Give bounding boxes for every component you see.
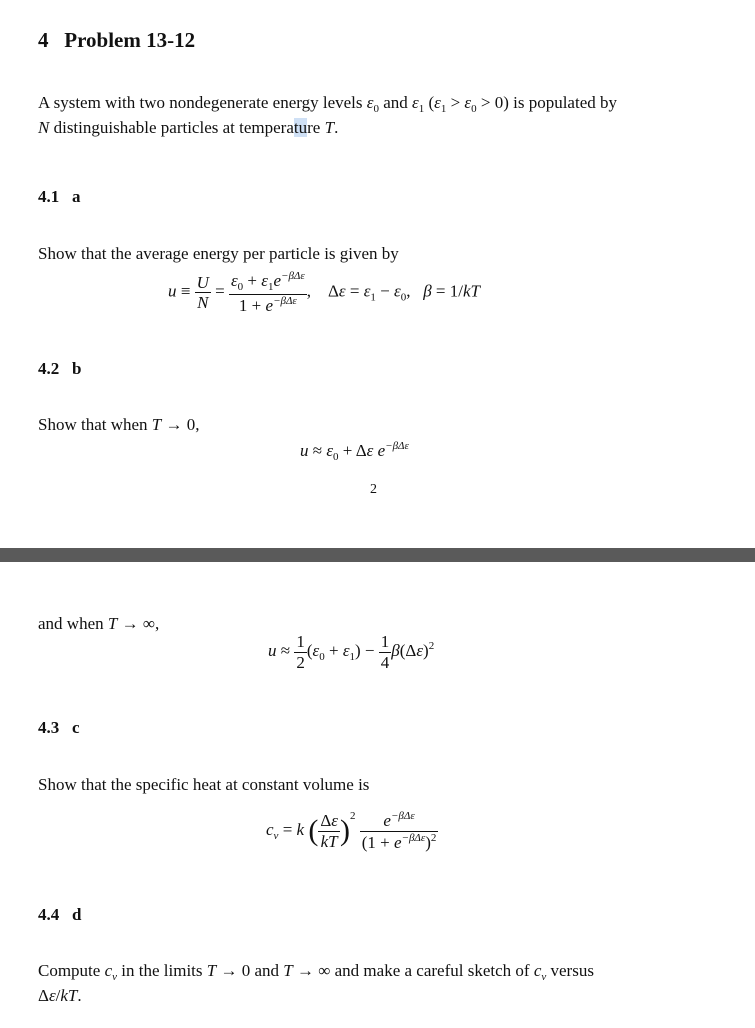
subsection-heading-c: 4.3 c: [38, 718, 80, 737]
prompt-d-line-1: Compute $c_v$ in the limits T → 0 and T → ∞ and make a careful sketch of $c_v$ versus: [38, 961, 594, 983]
equation-average-energy: u ≡ $\frac{U}{N}$ = $\frac{\varepsilon_0 + \varepsilon_1e^{-\beta\Delta\varepsilon}}{1 + e^{-\beta\Delta\varepsilon}}$ , $\Delta\varepsilon = \varepsilon_1 - \varepsilon_0$, β = 1/kT: [168, 270, 480, 315]
subsection-heading-d: 4.4 d: [38, 905, 82, 924]
equation-specific-heat: $c_v = k$ ( $\frac{\Delta\varepsilon}{kT}$ )$^2$ $\frac{e^{-\beta\Delta\varepsilon}}{(1 + e^{-\beta\Delta\varepsilon})^2}$: [266, 810, 437, 852]
section-title: Problem 13-12: [64, 28, 196, 52]
intro-line-2: N distinguishable particles at temperature T.: [38, 118, 339, 137]
equation-low-temperature: $u \approx \varepsilon_0 + \Delta\varepsilon$ $e^{-\beta\Delta\varepsilon}$: [300, 440, 409, 463]
continuation-text: and when T → ∞,: [38, 614, 160, 633]
subsection-heading-b: 4.2 b: [38, 359, 82, 378]
page-number: 2: [370, 482, 377, 497]
prompt-c: Show that the specific heat at constant volume is: [38, 775, 370, 794]
prompt-b: Show that when T → 0,: [38, 415, 200, 434]
intro-line-1: A system with two nondegenerate energy levels $\varepsilon_0$ and $\varepsilon_1$ $(\varepsilon_1 > \varepsilon_0 > 0)$ is populated by: [38, 93, 618, 115]
section-number: 4: [38, 28, 49, 52]
section-heading: [38, 28, 195, 53]
prompt-d-line-2: Δε/kT.: [38, 986, 82, 1005]
subsection-heading-a: 4.1 a: [38, 187, 81, 206]
page-break: [0, 548, 755, 562]
prompt-a: Show that the average energy per particle is given by: [38, 244, 399, 263]
equation-high-temperature: u ≈ $\frac{1}{2}$ $(\varepsilon_0 + \varepsilon_1)$ − $\frac{1}{4}$ $\beta(\Delta\varepsilon)^2$: [268, 632, 435, 672]
